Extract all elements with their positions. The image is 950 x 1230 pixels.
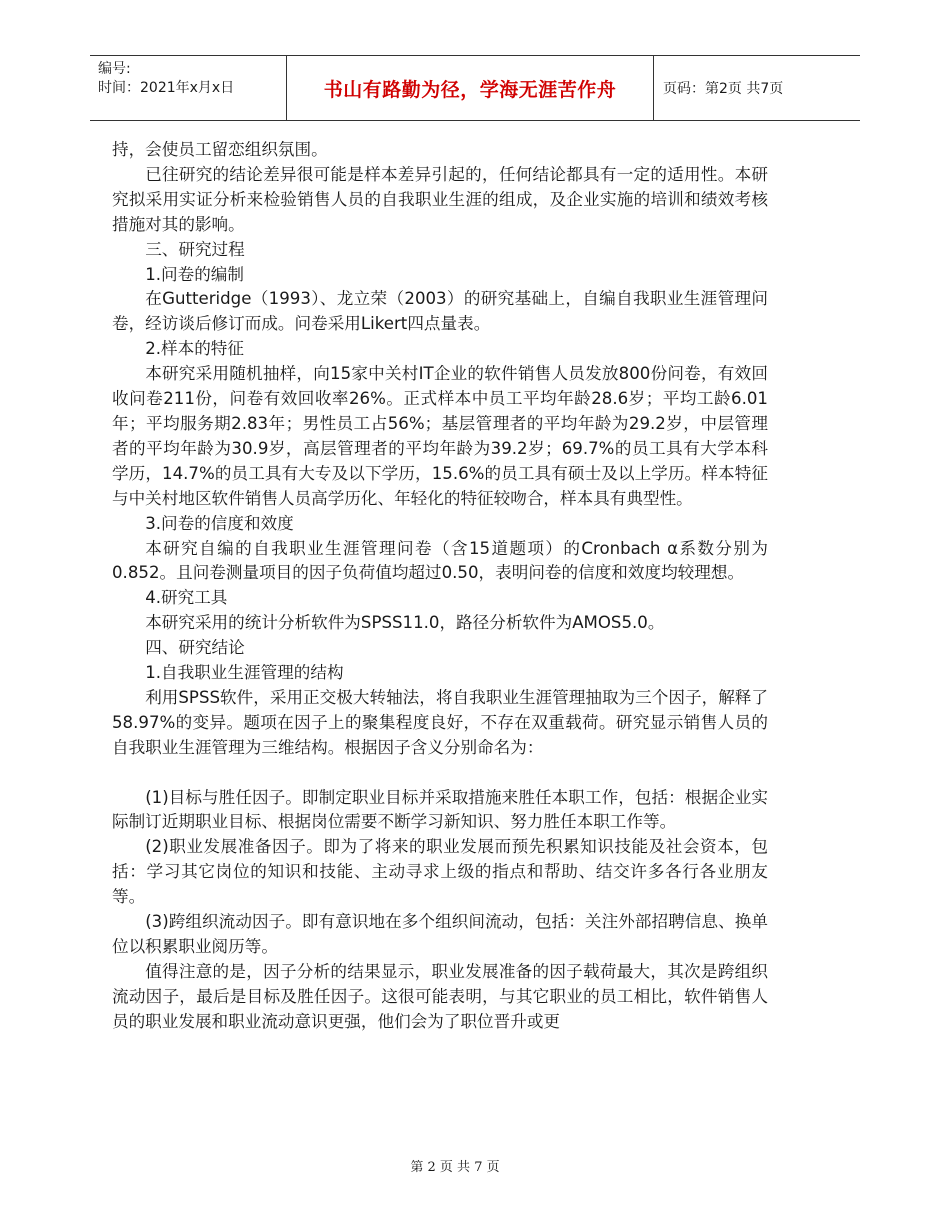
- page-header: [90, 55, 860, 121]
- subsection-heading: 2.样本的特征: [145, 339, 244, 359]
- body-paragraph: 已往研究的结论差异很可能是样本差异引起的，任何结论都具有一定的适用性。本研究拟采用实证分析来检验销售人员的自我职业生涯的组成，及企业实施的培训和绩效考核措施对其的影响。: [112, 164, 768, 234]
- body-paragraph: 本研究自编的自我职业生涯管理问卷（含15道题项）的Cronbach α系数分别为0.852。且问卷测量项目的因子负荷值均超过0.50，表明问卷的信度和效度均较理想。: [112, 538, 768, 583]
- body-paragraph: 值得注意的是，因子分析的结果显示，职业发展准备的因子载荷最大，其次是跨组织流动因子，最后是目标及胜任因子。这很可能表明，与其它职业的员工相比，软件销售人员的职业发展和职业流动意识更强，他们会为了职位晋升或更: [112, 961, 768, 1031]
- list-item: (3)跨组织流动因子。即有意识地在多个组织间流动，包括：关注外部招聘信息、换单位以积累职业阅历等。: [112, 912, 768, 956]
- body-paragraph: 持，会使员工留恋组织氛围。: [112, 140, 328, 159]
- document-body: [112, 138, 768, 1035]
- header-meta: [90, 56, 286, 120]
- document-number-label: 编号:: [98, 61, 131, 77]
- section-heading: 四、研究结论: [145, 638, 245, 658]
- body-paragraph: 本研究采用的统计分析软件为SPSS11.0，路径分析软件为AMOS5.0。: [145, 613, 665, 633]
- list-item: (1)目标与胜任因子。即制定职业目标并采取措施来胜任本职工作，包括：根据企业实际制订近期职业目标、根据岗位需要不断学习新知识、努力胜任本职工作等。: [112, 787, 768, 832]
- subsection-heading: 1.问卷的编制: [145, 264, 244, 284]
- document-time-label: 时间：2021年x月x日: [98, 80, 235, 96]
- body-paragraph: 在Gutteridge（1993）、龙立荣（2003）的研究基础上，自编自我职业生涯管理问卷，经访谈后修订而成。问卷采用Likert四点量表。: [112, 289, 768, 334]
- footer-page-number: 第 2 页 共 7 页: [410, 1160, 500, 1175]
- subsection-heading: 4.研究工具: [145, 588, 228, 608]
- subsection-heading: 1.自我职业生涯管理的结构: [145, 663, 344, 683]
- body-paragraph: 本研究采用随机抽样，向15家中关村IT企业的软件销售人员发放800份问卷，有效回收问卷211份，问卷有效回收率26%。正式样本中员工平均年龄28.6岁；平均工龄6.01年；平均服务期2.83年；男性员工占56%；基层管理者的平均年龄为29.2岁，中层管理者的平均年龄为30.9岁，高层管理者的平均年龄为39.2岁；69.7%的员工具有大学本科学历，14.7%的员工具有大专及以下学历，15.6%的员工具有硕士及以上学历。样本特征与中关村地区软件销售人员高学历化、年轻化的特征较吻合，样本具有典型性。: [112, 364, 768, 508]
- subsection-heading: 3.问卷的信度和效度: [145, 513, 294, 533]
- body-paragraph: 利用SPSS软件，采用正交极大转轴法，将自我职业生涯管理抽取为三个因子，解释了58.97%的变异。题项在因子上的聚集程度良好，不存在双重载荷。研究显示销售人员的自我职业生涯管理为三维结构。根据因子含义分别命名为：: [112, 687, 768, 757]
- header-motto: 书山有路勤为径，学海无涯苦作舟: [286, 56, 654, 120]
- list-item: (2)职业发展准备因子。即为了将来的职业发展而预先积累知识技能及社会资本，包括：学习其它岗位的知识和技能、主动寻求上级的指点和帮助、结交许多各行各业朋友等。: [112, 837, 768, 907]
- header-page-label: 页码：第2页 共7页: [663, 81, 784, 97]
- page-footer: [0, 1156, 950, 1175]
- blank-line: [112, 761, 768, 786]
- section-heading: 三、研究过程: [145, 239, 245, 259]
